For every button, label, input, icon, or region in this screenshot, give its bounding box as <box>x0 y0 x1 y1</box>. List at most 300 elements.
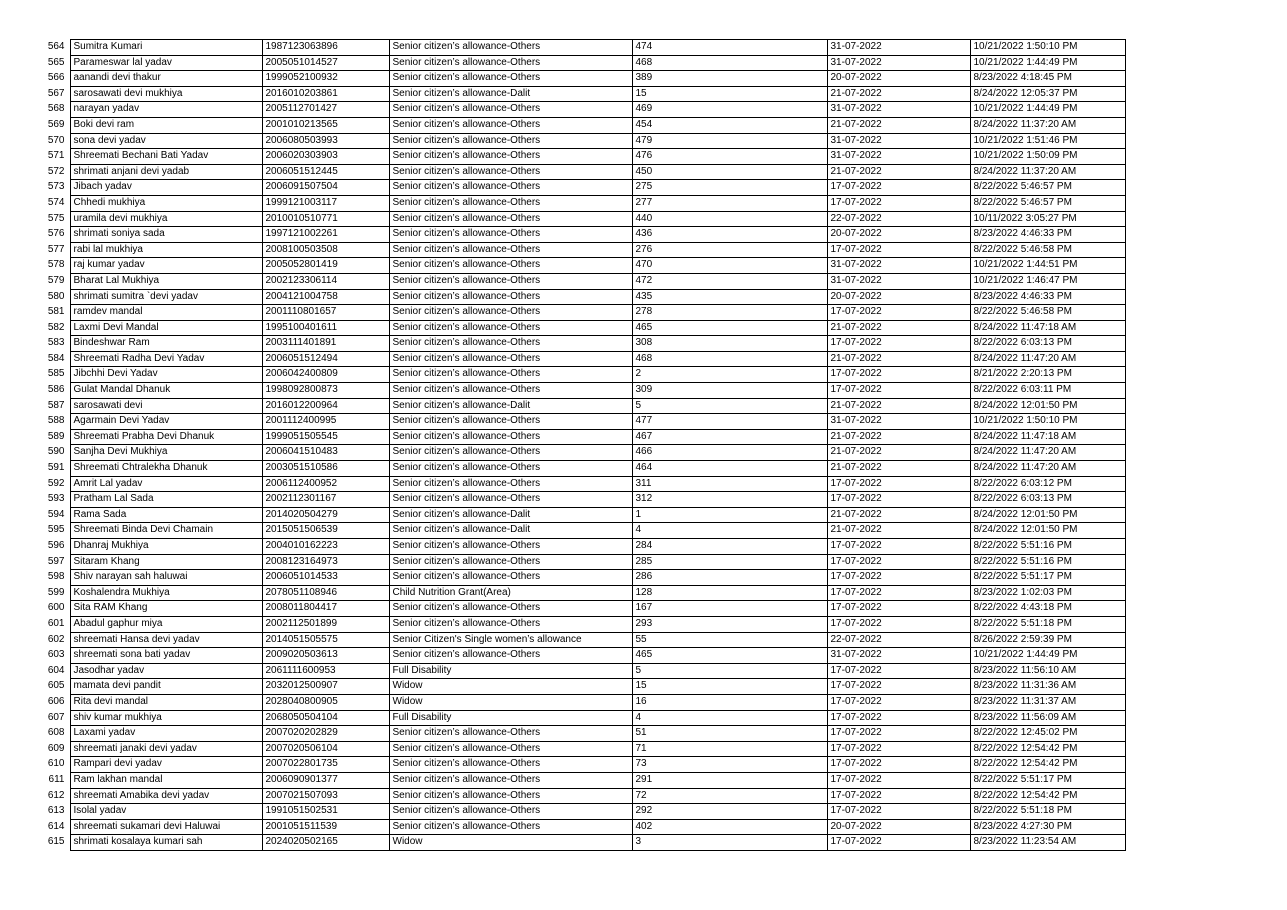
timestamp-cell: 8/22/2022 5:46:57 PM <box>970 180 1125 196</box>
beneficiary-name-cell: Shreemati Bechani Bati Yadav <box>70 149 262 165</box>
serial-number-cell: 308 <box>632 336 827 352</box>
allowance-type-cell: Senior citizen’s allowance-Others <box>389 242 632 258</box>
date-cell: 20-07-2022 <box>827 819 970 835</box>
timestamp-cell: 8/22/2022 5:51:18 PM <box>970 616 1125 632</box>
id-number-cell: 2009020503613 <box>262 648 389 664</box>
serial-number-cell: 467 <box>632 429 827 445</box>
timestamp-cell: 8/24/2022 11:47:20 AM <box>970 461 1125 477</box>
date-cell: 20-07-2022 <box>827 289 970 305</box>
date-cell: 17-07-2022 <box>827 804 970 820</box>
timestamp-cell: 8/22/2022 5:51:16 PM <box>970 539 1125 555</box>
beneficiary-name-cell: shrimati kosalaya kumari sah <box>70 835 262 851</box>
table-row <box>40 305 1125 321</box>
id-number-cell: 2016012200964 <box>262 398 389 414</box>
table-row <box>40 86 1125 102</box>
allowance-type-cell: Full Disability <box>389 663 632 679</box>
allowance-type-cell: Senior citizen’s allowance-Dalit <box>389 398 632 414</box>
row-index-cell: 567 <box>40 86 70 102</box>
beneficiary-name-cell: Amrit Lal yadav <box>70 476 262 492</box>
row-index-cell: 610 <box>40 757 70 773</box>
row-index-cell: 595 <box>40 523 70 539</box>
allowance-type-cell: Senior citizen’s allowance-Others <box>389 819 632 835</box>
date-cell: 17-07-2022 <box>827 539 970 555</box>
id-number-cell: 2006020303903 <box>262 149 389 165</box>
timestamp-cell: 10/21/2022 1:50:10 PM <box>970 40 1125 56</box>
serial-number-cell: 450 <box>632 164 827 180</box>
row-index-cell: 597 <box>40 554 70 570</box>
allowance-type-cell: Senior citizen’s allowance-Others <box>389 788 632 804</box>
timestamp-cell: 8/23/2022 11:56:09 AM <box>970 710 1125 726</box>
table-row <box>40 772 1125 788</box>
allowance-type-cell: Senior citizen’s allowance-Others <box>389 117 632 133</box>
timestamp-cell: 8/24/2022 12:01:50 PM <box>970 523 1125 539</box>
timestamp-cell: 8/23/2022 4:18:45 PM <box>970 71 1125 87</box>
date-cell: 21-07-2022 <box>827 86 970 102</box>
date-cell: 17-07-2022 <box>827 741 970 757</box>
beneficiary-name-cell: Laxami yadav <box>70 726 262 742</box>
timestamp-cell: 8/22/2022 5:46:58 PM <box>970 305 1125 321</box>
id-number-cell: 1999051505545 <box>262 429 389 445</box>
allowance-type-cell: Senior citizen’s allowance-Others <box>389 55 632 71</box>
timestamp-cell: 8/24/2022 12:01:50 PM <box>970 398 1125 414</box>
row-index-cell: 599 <box>40 585 70 601</box>
timestamp-cell: 8/24/2022 11:37:20 AM <box>970 117 1125 133</box>
timestamp-cell: 10/11/2022 3:05:27 PM <box>970 211 1125 227</box>
beneficiary-name-cell: Bharat Lal Mukhiya <box>70 273 262 289</box>
allowance-type-cell: Senior citizen’s allowance-Others <box>389 616 632 632</box>
timestamp-cell: 8/24/2022 12:05:37 PM <box>970 86 1125 102</box>
beneficiary-name-cell: Ram lakhan mandal <box>70 772 262 788</box>
row-index-cell: 598 <box>40 570 70 586</box>
beneficiary-name-cell: shrimati soniya sada <box>70 227 262 243</box>
row-index-cell: 603 <box>40 648 70 664</box>
serial-number-cell: 275 <box>632 180 827 196</box>
timestamp-cell: 10/21/2022 1:46:47 PM <box>970 273 1125 289</box>
serial-number-cell: 470 <box>632 258 827 274</box>
date-cell: 21-07-2022 <box>827 523 970 539</box>
table-row <box>40 445 1125 461</box>
table-row <box>40 804 1125 820</box>
beneficiary-name-cell: ramdev mandal <box>70 305 262 321</box>
beneficiary-name-cell: Bindeshwar Ram <box>70 336 262 352</box>
serial-number-cell: 128 <box>632 585 827 601</box>
timestamp-cell: 8/23/2022 11:23:54 AM <box>970 835 1125 851</box>
timestamp-cell: 8/24/2022 11:47:20 AM <box>970 351 1125 367</box>
allowance-type-cell: Senior citizen’s allowance-Others <box>389 757 632 773</box>
serial-number-cell: 286 <box>632 570 827 586</box>
id-number-cell: 2005112701427 <box>262 102 389 118</box>
table-row <box>40 195 1125 211</box>
beneficiary-name-cell: mamata devi pandit <box>70 679 262 695</box>
row-index-cell: 600 <box>40 601 70 617</box>
id-number-cell: 2002112501899 <box>262 616 389 632</box>
timestamp-cell: 8/22/2022 6:03:13 PM <box>970 492 1125 508</box>
beneficiary-name-cell: Agarmain Devi Yadav <box>70 414 262 430</box>
allowance-type-cell: Senior citizen’s allowance-Others <box>389 648 632 664</box>
date-cell: 17-07-2022 <box>827 601 970 617</box>
beneficiary-name-cell: Shreemati Chtralekha Dhanuk <box>70 461 262 477</box>
date-cell: 17-07-2022 <box>827 383 970 399</box>
beneficiary-name-cell: Rita devi mandal <box>70 694 262 710</box>
serial-number-cell: 469 <box>632 102 827 118</box>
timestamp-cell: 8/23/2022 4:46:33 PM <box>970 227 1125 243</box>
serial-number-cell: 71 <box>632 741 827 757</box>
beneficiary-name-cell: shrimati anjani devi yadab <box>70 164 262 180</box>
serial-number-cell: 464 <box>632 461 827 477</box>
beneficiary-name-cell: Abadul gaphur miya <box>70 616 262 632</box>
timestamp-cell: 8/22/2022 12:54:42 PM <box>970 741 1125 757</box>
date-cell: 17-07-2022 <box>827 616 970 632</box>
table-row <box>40 273 1125 289</box>
date-cell: 31-07-2022 <box>827 648 970 664</box>
beneficiary-name-cell: Shreemati Binda Devi Chamain <box>70 523 262 539</box>
serial-number-cell: 468 <box>632 351 827 367</box>
beneficiary-name-cell: rabi lal mukhiya <box>70 242 262 258</box>
date-cell: 17-07-2022 <box>827 180 970 196</box>
table-row <box>40 242 1125 258</box>
id-number-cell: 2078051108946 <box>262 585 389 601</box>
id-number-cell: 1987123063896 <box>262 40 389 56</box>
beneficiary-name-cell: sarosawati devi mukhiya <box>70 86 262 102</box>
id-number-cell: 2006051512445 <box>262 164 389 180</box>
timestamp-cell: 10/21/2022 1:44:51 PM <box>970 258 1125 274</box>
date-cell: 21-07-2022 <box>827 117 970 133</box>
table-row <box>40 570 1125 586</box>
serial-number-cell: 472 <box>632 273 827 289</box>
timestamp-cell: 8/22/2022 6:03:11 PM <box>970 383 1125 399</box>
id-number-cell: 2001110801657 <box>262 305 389 321</box>
allowance-type-cell: Widow <box>389 679 632 695</box>
date-cell: 17-07-2022 <box>827 788 970 804</box>
row-index-cell: 590 <box>40 445 70 461</box>
table-row <box>40 726 1125 742</box>
table-row <box>40 585 1125 601</box>
id-number-cell: 2001010213565 <box>262 117 389 133</box>
table-body <box>40 40 1125 851</box>
table-row <box>40 632 1125 648</box>
row-index-cell: 588 <box>40 414 70 430</box>
row-index-cell: 601 <box>40 616 70 632</box>
row-index-cell: 580 <box>40 289 70 305</box>
row-index-cell: 577 <box>40 242 70 258</box>
timestamp-cell: 8/22/2022 12:45:02 PM <box>970 726 1125 742</box>
table-row <box>40 102 1125 118</box>
timestamp-cell: 8/23/2022 4:27:30 PM <box>970 819 1125 835</box>
allowance-type-cell: Senior citizen’s allowance-Others <box>389 461 632 477</box>
timestamp-cell: 8/24/2022 11:37:20 AM <box>970 164 1125 180</box>
timestamp-cell: 8/22/2022 5:51:18 PM <box>970 804 1125 820</box>
table-row <box>40 429 1125 445</box>
table-row <box>40 227 1125 243</box>
date-cell: 21-07-2022 <box>827 320 970 336</box>
serial-number-cell: 465 <box>632 320 827 336</box>
date-cell: 31-07-2022 <box>827 55 970 71</box>
row-index-cell: 569 <box>40 117 70 133</box>
id-number-cell: 2006042400809 <box>262 367 389 383</box>
serial-number-cell: 15 <box>632 86 827 102</box>
beneficiary-name-cell: Parameswar lal yadav <box>70 55 262 71</box>
beneficiary-name-cell: shiv kumar mukhiya <box>70 710 262 726</box>
beneficiary-name-cell: Shreemati Prabha Devi Dhanuk <box>70 429 262 445</box>
serial-number-cell: 440 <box>632 211 827 227</box>
beneficiary-name-cell: narayan yadav <box>70 102 262 118</box>
id-number-cell: 2032012500907 <box>262 679 389 695</box>
serial-number-cell: 278 <box>632 305 827 321</box>
serial-number-cell: 55 <box>632 632 827 648</box>
timestamp-cell: 8/26/2022 2:59:39 PM <box>970 632 1125 648</box>
id-number-cell: 2061111600953 <box>262 663 389 679</box>
row-index-cell: 602 <box>40 632 70 648</box>
timestamp-cell: 8/24/2022 11:47:18 AM <box>970 320 1125 336</box>
row-index-cell: 586 <box>40 383 70 399</box>
row-index-cell: 591 <box>40 461 70 477</box>
row-index-cell: 589 <box>40 429 70 445</box>
date-cell: 17-07-2022 <box>827 242 970 258</box>
table-row <box>40 539 1125 555</box>
id-number-cell: 1995100401611 <box>262 320 389 336</box>
data-table <box>40 39 1126 851</box>
beneficiary-name-cell: Rampari devi yadav <box>70 757 262 773</box>
timestamp-cell: 10/21/2022 1:51:46 PM <box>970 133 1125 149</box>
table-row <box>40 164 1125 180</box>
date-cell: 31-07-2022 <box>827 273 970 289</box>
date-cell: 17-07-2022 <box>827 367 970 383</box>
beneficiary-name-cell: Chhedi mukhiya <box>70 195 262 211</box>
serial-number-cell: 311 <box>632 476 827 492</box>
allowance-type-cell: Senior citizen’s allowance-Others <box>389 367 632 383</box>
serial-number-cell: 436 <box>632 227 827 243</box>
table-row <box>40 133 1125 149</box>
row-index-cell: 582 <box>40 320 70 336</box>
serial-number-cell: 4 <box>632 710 827 726</box>
allowance-type-cell: Senior citizen’s allowance-Others <box>389 258 632 274</box>
id-number-cell: 2007020506104 <box>262 741 389 757</box>
beneficiary-name-cell: shreemati janaki devi yadav <box>70 741 262 757</box>
serial-number-cell: 167 <box>632 601 827 617</box>
row-index-cell: 584 <box>40 351 70 367</box>
table-row <box>40 258 1125 274</box>
allowance-type-cell: Full Disability <box>389 710 632 726</box>
table-row <box>40 149 1125 165</box>
row-index-cell: 587 <box>40 398 70 414</box>
allowance-type-cell: Senior citizen’s allowance-Others <box>389 804 632 820</box>
id-number-cell: 2010010510771 <box>262 211 389 227</box>
row-index-cell: 564 <box>40 40 70 56</box>
table-row <box>40 117 1125 133</box>
date-cell: 17-07-2022 <box>827 476 970 492</box>
id-number-cell: 2001051511539 <box>262 819 389 835</box>
id-number-cell: 2068050504104 <box>262 710 389 726</box>
allowance-type-cell: Senior citizen’s allowance-Others <box>389 429 632 445</box>
beneficiary-name-cell: Boki devi ram <box>70 117 262 133</box>
allowance-type-cell: Senior citizen’s allowance-Dalit <box>389 507 632 523</box>
allowance-type-cell: Senior citizen’s allowance-Others <box>389 601 632 617</box>
beneficiary-name-cell: Jibach yadav <box>70 180 262 196</box>
date-cell: 17-07-2022 <box>827 694 970 710</box>
id-number-cell: 2006041510483 <box>262 445 389 461</box>
row-index-cell: 592 <box>40 476 70 492</box>
beneficiary-name-cell: Shiv narayan sah haluwai <box>70 570 262 586</box>
table-row <box>40 40 1125 56</box>
timestamp-cell: 8/22/2022 12:54:42 PM <box>970 788 1125 804</box>
timestamp-cell: 8/22/2022 12:54:42 PM <box>970 757 1125 773</box>
timestamp-cell: 8/22/2022 5:46:57 PM <box>970 195 1125 211</box>
table-row <box>40 788 1125 804</box>
table-row <box>40 523 1125 539</box>
serial-number-cell: 474 <box>632 40 827 56</box>
beneficiary-name-cell: Sita RAM Khang <box>70 601 262 617</box>
spreadsheet <box>40 39 1126 851</box>
id-number-cell: 1991051502531 <box>262 804 389 820</box>
allowance-type-cell: Widow <box>389 835 632 851</box>
serial-number-cell: 476 <box>632 149 827 165</box>
row-index-cell: 575 <box>40 211 70 227</box>
date-cell: 17-07-2022 <box>827 772 970 788</box>
allowance-type-cell: Senior citizen’s allowance-Others <box>389 539 632 555</box>
table-row <box>40 819 1125 835</box>
beneficiary-name-cell: sarosawati devi <box>70 398 262 414</box>
id-number-cell: 1997121002261 <box>262 227 389 243</box>
id-number-cell: 2008123164973 <box>262 554 389 570</box>
row-index-cell: 609 <box>40 741 70 757</box>
timestamp-cell: 8/24/2022 12:01:50 PM <box>970 507 1125 523</box>
allowance-type-cell: Senior citizen’s allowance-Others <box>389 476 632 492</box>
table-row <box>40 694 1125 710</box>
id-number-cell: 2002112301167 <box>262 492 389 508</box>
row-index-cell: 614 <box>40 819 70 835</box>
id-number-cell: 2008011804417 <box>262 601 389 617</box>
date-cell: 31-07-2022 <box>827 40 970 56</box>
beneficiary-name-cell: shrimati sumitra `devi yadav <box>70 289 262 305</box>
table-row <box>40 461 1125 477</box>
allowance-type-cell: Senior Citizen's Single women’s allowance <box>389 632 632 648</box>
timestamp-cell: 8/22/2022 4:43:18 PM <box>970 601 1125 617</box>
date-cell: 21-07-2022 <box>827 429 970 445</box>
serial-number-cell: 468 <box>632 55 827 71</box>
serial-number-cell: 389 <box>632 71 827 87</box>
serial-number-cell: 15 <box>632 679 827 695</box>
beneficiary-name-cell: uramila devi mukhiya <box>70 211 262 227</box>
allowance-type-cell: Senior citizen’s allowance-Others <box>389 492 632 508</box>
date-cell: 17-07-2022 <box>827 336 970 352</box>
timestamp-cell: 10/21/2022 1:44:49 PM <box>970 102 1125 118</box>
id-number-cell: 1999121003117 <box>262 195 389 211</box>
id-number-cell: 2006080503993 <box>262 133 389 149</box>
id-number-cell: 2002123306114 <box>262 273 389 289</box>
allowance-type-cell: Senior citizen’s allowance-Others <box>389 351 632 367</box>
id-number-cell: 2006112400952 <box>262 476 389 492</box>
id-number-cell: 2008100503508 <box>262 242 389 258</box>
row-index-cell: 608 <box>40 726 70 742</box>
table-row <box>40 554 1125 570</box>
allowance-type-cell: Senior citizen’s allowance-Dalit <box>389 523 632 539</box>
row-index-cell: 593 <box>40 492 70 508</box>
allowance-type-cell: Senior citizen’s allowance-Others <box>389 180 632 196</box>
row-index-cell: 573 <box>40 180 70 196</box>
allowance-type-cell: Senior citizen’s allowance-Others <box>389 164 632 180</box>
allowance-type-cell: Senior citizen’s allowance-Others <box>389 227 632 243</box>
date-cell: 17-07-2022 <box>827 305 970 321</box>
beneficiary-name-cell: Laxmi Devi Mandal <box>70 320 262 336</box>
timestamp-cell: 8/23/2022 11:31:37 AM <box>970 694 1125 710</box>
beneficiary-name-cell: Gulat Mandal Dhanuk <box>70 383 262 399</box>
allowance-type-cell: Senior citizen’s allowance-Others <box>389 570 632 586</box>
serial-number-cell: 16 <box>632 694 827 710</box>
beneficiary-name-cell: Dhanraj Mukhiya <box>70 539 262 555</box>
table-row <box>40 398 1125 414</box>
date-cell: 17-07-2022 <box>827 663 970 679</box>
row-index-cell: 585 <box>40 367 70 383</box>
id-number-cell: 1998092800873 <box>262 383 389 399</box>
id-number-cell: 2005051014527 <box>262 55 389 71</box>
id-number-cell: 2015051506539 <box>262 523 389 539</box>
beneficiary-name-cell: shreemati sona bati yadav <box>70 648 262 664</box>
serial-number-cell: 402 <box>632 819 827 835</box>
table-row <box>40 180 1125 196</box>
beneficiary-name-cell: aanandi devi thakur <box>70 71 262 87</box>
timestamp-cell: 8/22/2022 5:46:58 PM <box>970 242 1125 258</box>
beneficiary-name-cell: Pratham Lal Sada <box>70 492 262 508</box>
serial-number-cell: 479 <box>632 133 827 149</box>
row-index-cell: 576 <box>40 227 70 243</box>
table-row <box>40 741 1125 757</box>
table-row <box>40 367 1125 383</box>
id-number-cell: 2014051505575 <box>262 632 389 648</box>
id-number-cell: 2001112400995 <box>262 414 389 430</box>
row-index-cell: 583 <box>40 336 70 352</box>
serial-number-cell: 72 <box>632 788 827 804</box>
date-cell: 22-07-2022 <box>827 632 970 648</box>
beneficiary-name-cell: Sitaram Khang <box>70 554 262 570</box>
date-cell: 31-07-2022 <box>827 414 970 430</box>
table-row <box>40 835 1125 851</box>
table-row <box>40 414 1125 430</box>
timestamp-cell: 8/24/2022 11:47:18 AM <box>970 429 1125 445</box>
row-index-cell: 605 <box>40 679 70 695</box>
timestamp-cell: 8/23/2022 11:31:36 AM <box>970 679 1125 695</box>
allowance-type-cell: Senior citizen’s allowance-Others <box>389 554 632 570</box>
allowance-type-cell: Child Nutrition Grant(Area) <box>389 585 632 601</box>
timestamp-cell: 8/22/2022 5:51:17 PM <box>970 772 1125 788</box>
timestamp-cell: 8/22/2022 6:03:13 PM <box>970 336 1125 352</box>
row-index-cell: 607 <box>40 710 70 726</box>
timestamp-cell: 10/21/2022 1:44:49 PM <box>970 648 1125 664</box>
date-cell: 17-07-2022 <box>827 554 970 570</box>
serial-number-cell: 309 <box>632 383 827 399</box>
beneficiary-name-cell: Isolal yadav <box>70 804 262 820</box>
table-row <box>40 492 1125 508</box>
allowance-type-cell: Senior citizen’s allowance-Others <box>389 195 632 211</box>
allowance-type-cell: Widow <box>389 694 632 710</box>
timestamp-cell: 8/23/2022 11:56:10 AM <box>970 663 1125 679</box>
id-number-cell: 2024020502165 <box>262 835 389 851</box>
beneficiary-name-cell: Jasodhar yadav <box>70 663 262 679</box>
allowance-type-cell: Senior citizen’s allowance-Others <box>389 102 632 118</box>
table-row <box>40 336 1125 352</box>
date-cell: 21-07-2022 <box>827 507 970 523</box>
row-index-cell: 611 <box>40 772 70 788</box>
table-row <box>40 616 1125 632</box>
table-row <box>40 710 1125 726</box>
serial-number-cell: 276 <box>632 242 827 258</box>
row-index-cell: 615 <box>40 835 70 851</box>
table-row <box>40 663 1125 679</box>
serial-number-cell: 2 <box>632 367 827 383</box>
beneficiary-name-cell: shreemati sukamari devi Haluwai <box>70 819 262 835</box>
beneficiary-name-cell: Sanjha Devi Mukhiya <box>70 445 262 461</box>
beneficiary-name-cell: shreemati Hansa devi yadav <box>70 632 262 648</box>
allowance-type-cell: Senior citizen’s allowance-Others <box>389 320 632 336</box>
